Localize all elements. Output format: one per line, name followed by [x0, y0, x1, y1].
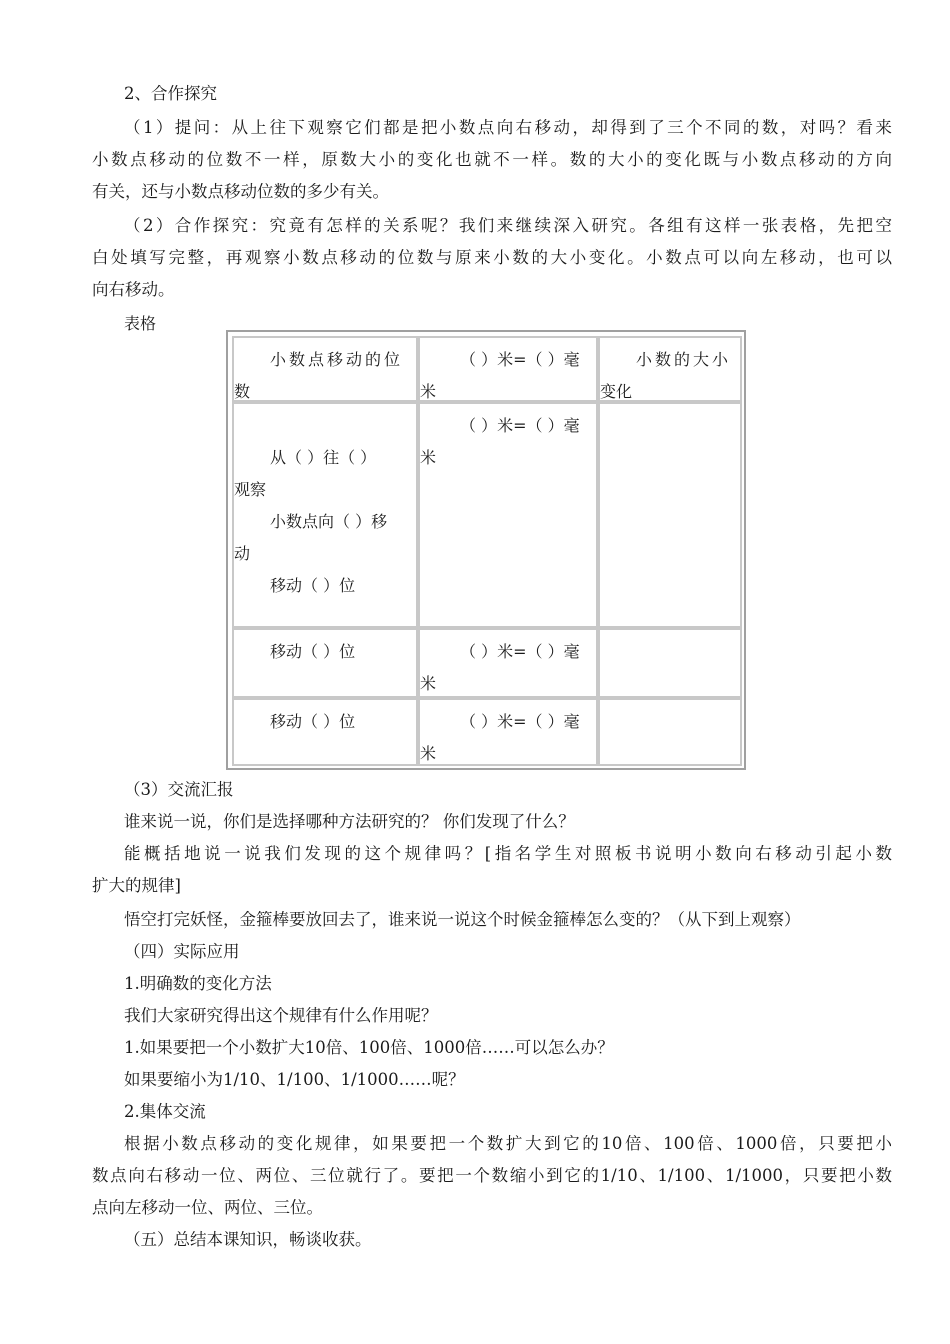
table-row3-col2: [418, 698, 598, 766]
subheading-summary: （五）总结本课知识，畅谈收获。: [124, 1230, 372, 1249]
text-line: 能概括地说一说我们发现的这个规律吗？[指名学生对照板书说明小数向右移动引起小数: [124, 844, 892, 863]
table-label: 表格: [124, 314, 157, 333]
table-row2-col1: [232, 628, 418, 698]
row3-col2-text2: 米: [420, 744, 437, 763]
header-col1-text2: 数: [234, 382, 251, 401]
text-line: 1.明确数的变化方法: [124, 974, 272, 993]
table-row3-col3: [598, 698, 742, 766]
row1-col1-text3: 小数点向（ ）移: [270, 512, 388, 531]
para1-line3: 有关，还与小数点移动位数的多少有关。: [92, 182, 389, 201]
table-header-col1: [232, 336, 418, 402]
text-line: 扩大的规律]: [92, 876, 181, 895]
section-heading: 2、合作探究: [124, 84, 217, 103]
para2-line2: 白处填写完整，再观察小数点移动的位数与原来小数的大小变化。小数点可以向左移动，也可以: [92, 248, 892, 267]
text-line: 点向左移动一位、两位、三位。: [92, 1198, 323, 1217]
row2-col1-text: 移动（ ）位: [270, 642, 356, 661]
table-row1-col1: [232, 402, 418, 628]
row2-col2-text: （ ）米=（ ）毫: [460, 642, 580, 661]
text-line: 1.如果要把一个小数扩大10倍、100倍、1000倍……可以怎么办？: [124, 1038, 614, 1057]
subheading-application: （四）实际应用: [124, 942, 240, 961]
text-line: 数点向右移动一位、两位、三位就行了。要把一个数缩小到它的1/10、1/100、1/1000，只要把小数: [92, 1166, 892, 1185]
text-line: 根据小数点移动的变化规律，如果要把一个数扩大到它的10倍、100倍、1000倍，只要把小: [124, 1134, 892, 1153]
row1-col1-text: 从（ ）往（ ）: [270, 448, 377, 467]
text-line: 2.集体交流: [124, 1102, 206, 1121]
para1-line1: （1）提问：从上往下观察它们都是把小数点向右移动，却得到了三个不同的数，对吗？看来: [124, 118, 892, 137]
table-row2-col3: [598, 628, 742, 698]
row1-col2-text: （ ）米=（ ）毫: [460, 416, 580, 435]
row1-col2-text2: 米: [420, 448, 437, 467]
header-col2-text: （ ）米=（ ）毫: [460, 350, 580, 369]
header-col2-text2: 米: [420, 382, 437, 401]
para2-line1: （2）合作探究：究竟有怎样的关系呢？我们来继续深入研究。各组有这样一张表格，先把空: [124, 216, 892, 235]
table-header-col3: [598, 336, 742, 402]
header-col1-text: 小数点移动的位: [270, 350, 404, 369]
row1-col1-text5: 移动（ ）位: [270, 576, 356, 595]
text-line: 谁来说一说，你们是选择哪种方法研究的？ 你们发现了什么？: [124, 812, 575, 831]
table-row1-col3: [598, 402, 742, 628]
row3-col2-text: （ ）米=（ ）毫: [460, 712, 580, 731]
text-line: 我们大家研究得出这个规律有什么作用呢？: [124, 1006, 438, 1025]
row3-col1-text: 移动（ ）位: [270, 712, 356, 731]
table-row3-col1: [232, 698, 418, 766]
table-row2-col2: [418, 628, 598, 698]
row1-col1-text2: 观察: [234, 480, 267, 499]
row1-col1-text4: 动: [234, 544, 251, 563]
row2-col2-text2: 米: [420, 674, 437, 693]
para2-line3: 向右移动。: [92, 280, 175, 299]
table-header-col2: [418, 336, 598, 402]
text-line: 如果要缩小为1/10、1/100、1/1000……呢？: [124, 1070, 465, 1089]
header-col3-text: 小数的大小: [636, 350, 732, 369]
table-row1-col2: [418, 402, 598, 628]
header-col3-text2: 变化: [600, 382, 633, 401]
para1-line2: 小数点移动的位数不一样，原数大小的变化也就不一样。数的大小的变化既与小数点移动的方向: [92, 150, 892, 169]
fill-in-table: [226, 330, 746, 770]
text-line: 悟空打完妖怪，金箍棒要放回去了，谁来说一说这个时候金箍棒怎么变的？（从下到上观察）: [124, 910, 801, 929]
subheading-report: （3）交流汇报: [124, 780, 234, 799]
